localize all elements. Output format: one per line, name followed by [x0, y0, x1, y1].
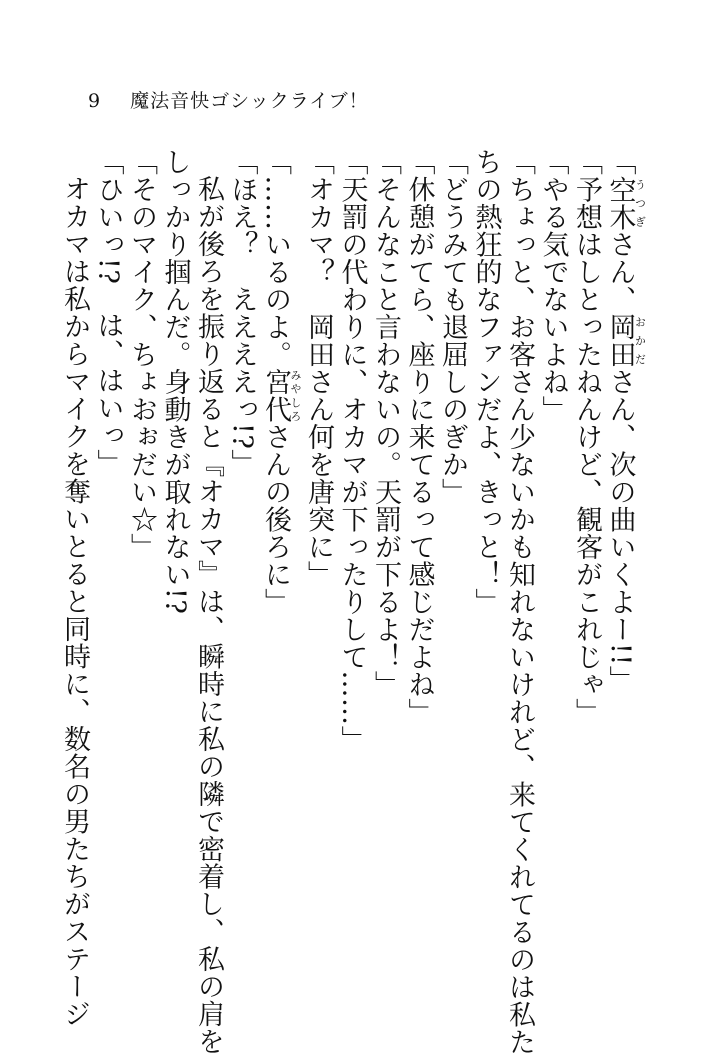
ruby-utsugi: 空木うつぎ	[604, 175, 647, 231]
page-number: 9	[88, 90, 102, 112]
text-line: 「ちょっと、お客さん少ないかも知れないけれど、来てくれてるのは私た	[504, 148, 535, 1056]
ruby-miyashiro: 宮代みやしろ	[260, 368, 302, 423]
text-line: 「ひいっ!? は、はいっ」	[92, 148, 124, 477]
text-line: 私が後ろを振り返ると『オカマ』は、瞬時に私の隣で密着し、私の肩を	[193, 175, 224, 1055]
text-line: 「天罰の代わりに、オカマが下ったりして……」	[336, 148, 368, 753]
book-title: 魔法音快ゴシックライブ！	[130, 90, 369, 112]
text-line: 「ほえ？ ええええっ!?」	[226, 148, 258, 477]
text-line: 「休憩がてら、座りに来てるって感じだよね」	[403, 148, 435, 726]
text-line: しっかり掴んだ。身動きが取れない!?	[159, 148, 191, 615]
page-header	[88, 86, 369, 113]
ruby-okada: 岡田おかだ	[604, 313, 647, 368]
text-line: 「そのマイク、ちょおぉだい☆」	[126, 148, 157, 561]
text-line: オカマは私からマイクを奪いとると同時に、数名の男たちがステージ	[59, 175, 90, 1028]
text-line: 「どうみても退屈しのぎか」	[437, 148, 468, 506]
text-line: 「やる気でないよね」	[537, 148, 569, 423]
text-line: 「予想はしとったねんけど、観客がこれじゃ」	[571, 148, 602, 726]
text-line: 「オカマ？ 岡田さん何を唐突に」	[303, 148, 334, 588]
text-line: 「空木うつぎさん、岡田おかださん、次の曲いくよー!!」	[604, 148, 647, 694]
text-line: 「……いるのよ。宮代みやしろさんの後ろに」	[260, 148, 302, 616]
text-line: ちの熱狂的なファンだよ、きっと！」	[470, 148, 502, 616]
vertical-text-body	[58, 148, 647, 1056]
text-line: 「そんなこと言わないの。天罰が下るよ！」	[370, 148, 401, 698]
